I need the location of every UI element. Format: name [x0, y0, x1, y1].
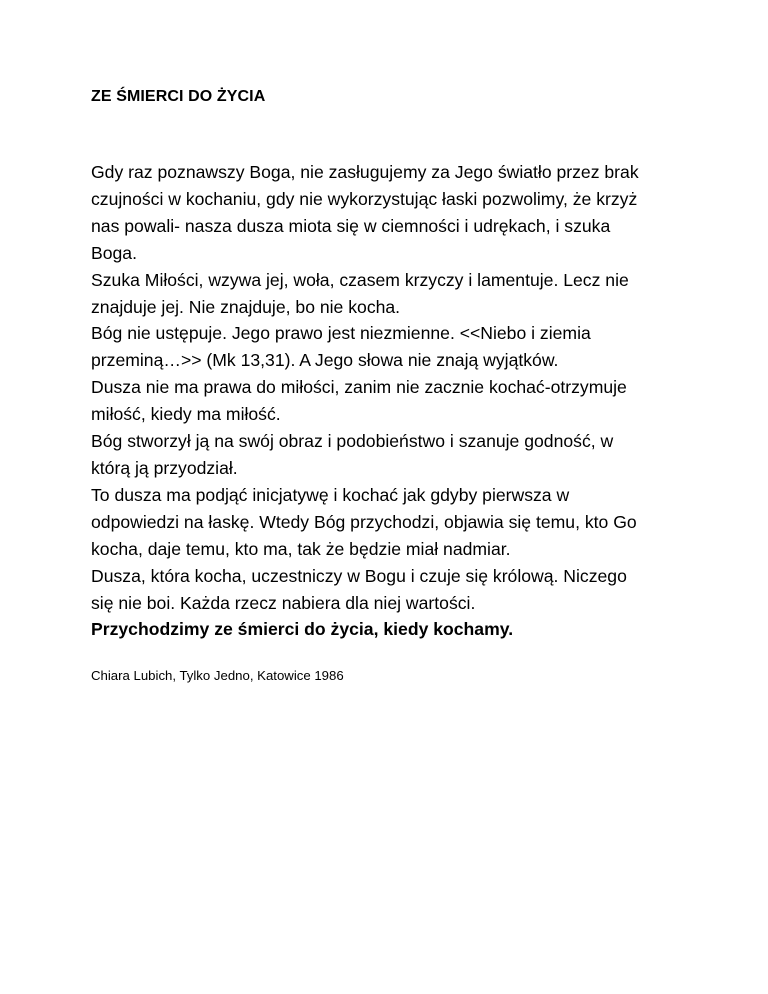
body-line: się nie boi. Każda rzecz nabiera dla niej wartości. — [91, 592, 476, 613]
closing-line: Przychodzimy ze śmierci do życia, kiedy kochamy. — [91, 619, 514, 640]
body-line: Bóg nie ustępuje. Jego prawo jest niezmienne. <<Niebo i ziemia — [91, 323, 591, 344]
body-line: Bóg stworzył ją na swój obraz i podobieństwo i szanuje godność, w — [91, 431, 614, 452]
body-line: kocha, daje temu, kto ma, tak że będzie miał nadmiar. — [91, 538, 511, 559]
body-line: odpowiedzi na łaskę. Wtedy Bóg przychodzi, objawia się temu, kto Go — [91, 511, 637, 532]
document-body — [91, 159, 691, 643]
body-line: Dusza, która kocha, uczestniczy w Bogu i czuje się królową. Niczego — [91, 565, 627, 586]
body-line: To dusza ma podjąć inicjatywę i kochać jak gdyby pierwsza w — [91, 484, 570, 505]
body-line: Szuka Miłości, wzywa jej, woła, czasem krzyczy i lamentuje. Lecz nie — [91, 269, 629, 290]
body-line: znajduje jej. Nie znajduje, bo nie kocha. — [91, 296, 401, 317]
body-line: nas powali- nasza dusza miota się w ciemności i udrękach, i szuka — [91, 215, 611, 236]
body-line: Gdy raz poznawszy Boga, nie zasługujemy za Jego światło przez brak — [91, 162, 639, 182]
body-line: Dusza nie ma prawa do miłości, zanim nie zacznie kochać-otrzymuje — [91, 377, 627, 398]
document-title: ZE ŚMIERCI DO ŻYCIA — [91, 88, 266, 105]
body-line: czujności w kochaniu, gdy nie wykorzystując łaski pozwolimy, że krzyż — [91, 188, 638, 209]
body-line: miłość, kiedy ma miłość. — [91, 404, 281, 425]
body-line: przeminą…>> (Mk 13,31). A Jego słowa nie znają wyjątków. — [91, 350, 559, 371]
citation: Chiara Lubich, Tylko Jedno, Katowice 1986 — [91, 668, 344, 683]
body-line: którą ją przyodział. — [91, 457, 238, 478]
body-line: Boga. — [91, 242, 137, 263]
